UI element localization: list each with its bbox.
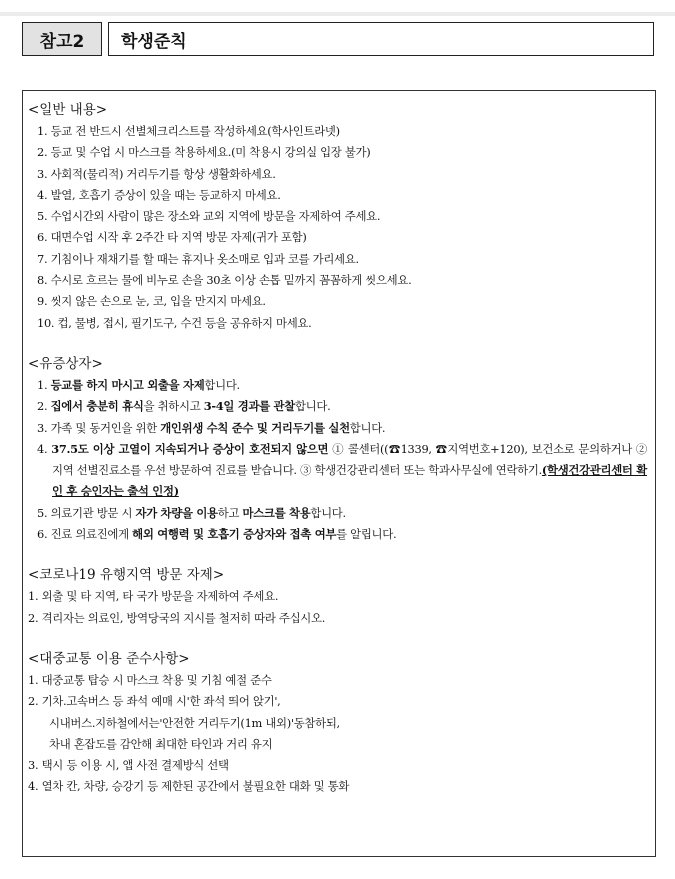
- list-item: 6. 진료 의료진에게 해외 여행력 및 호흡기 증상자와 접촉 여부를 알립니다.: [37, 527, 397, 542]
- list-item: 3. 사회적(물리적) 거리두기를 항상 생활화하세요.: [37, 166, 276, 181]
- list-item: 7. 기침이나 재채기를 할 때는 휴지나 옷소매로 입과 코를 가리세요.: [37, 251, 359, 266]
- list-item: 6. 대면수업 시작 후 2주간 타 지역 방문 자제(귀가 포함): [37, 230, 307, 245]
- list-item: 4. 37.5도 이상 고열이 지속되거나 증상이 호전되지 않으면 ① 콜센터((☎1339, ☎지역번호+120), 보건소로 문의하거나 ② 지역 선별진료소를 우선 방문하여 진료를 받습니다. ③ 학생건강관리센터 또는 학과사무실에 연락하기.(학생건강관리센터 확인 후 승인자는 출석 인정): [37, 441, 648, 499]
- list-item: 1. 대중교통 탑승 시 마스크 착용 및 기침 예절 준수: [28, 672, 272, 687]
- list-item: 8. 수시로 흐르는 물에 비누로 손을 30초 이상 손톱 밑까지 꼼꼼하게 씻으세요.: [37, 273, 412, 288]
- list-item: 차내 혼잡도를 감안해 최대한 타인과 거리 유지: [49, 736, 273, 751]
- section-title-general: <일반 내용>: [28, 102, 108, 118]
- list-item: 5. 의료기관 방문 시 자가 차량을 이용하고 마스크를 착용합니다.: [37, 505, 346, 520]
- reference-tag: 참고2: [22, 22, 102, 56]
- list-item: 1. 등교를 하지 마시고 외출을 자제합니다.: [37, 377, 240, 392]
- page-title: 학생준칙: [108, 22, 654, 56]
- list-item: 5. 수업시간외 사람이 많은 장소와 교외 지역에 방문을 자제하여 주세요.: [37, 209, 381, 224]
- list-item: 2. 격리자는 의료인, 방역당국의 지시를 철저히 따라 주십시오.: [28, 610, 326, 625]
- list-item: 3. 가족 및 동거인을 위한 개인위생 수칙 준수 및 거리두기를 실천합니다.: [37, 420, 386, 435]
- list-item: 시내버스.지하철에서는'안전한 거리두기(1m 내외)'동참하되,: [49, 715, 340, 730]
- rules-box: [22, 90, 656, 857]
- section-title-symptomatic: <유증상자>: [28, 355, 103, 372]
- list-item: 2. 집에서 충분히 휴식을 취하시고 3-4일 경과를 관찰합니다.: [37, 399, 331, 414]
- list-item: 4. 발열, 호흡기 증상이 있을 때는 등교하지 마세요.: [37, 187, 281, 202]
- list-item: 1. 외출 및 타 지역, 타 국가 방문을 자제하여 주세요.: [28, 589, 279, 604]
- section-title-transit: <대중교통 이용 준수사항>: [28, 650, 190, 667]
- list-item: 1. 등교 전 반드시 선별체크리스트를 작성하세요(학사인트라넷): [37, 124, 340, 138]
- list-item: 2. 등교 및 수업 시 마스크를 착용하세요.(미 착용시 강의실 입장 불가): [37, 145, 371, 160]
- list-item: 9. 씻지 않은 손으로 눈, 코, 입을 만지지 마세요.: [37, 294, 266, 309]
- section-title-covid-area: <코로나19 유행지역 방문 자제>: [28, 567, 225, 584]
- list-item: 2. 기차.고속버스 등 좌석 예매 시'한 좌석 띄어 앉기',: [28, 694, 281, 709]
- top-rule: [0, 12, 675, 16]
- list-item: 4. 열차 칸, 차량, 승강기 등 제한된 공간에서 불필요한 대화 및 통화: [28, 779, 350, 794]
- list-item: 3. 택시 등 이용 시, 앱 사전 결제방식 선택: [28, 758, 229, 773]
- list-item: 10. 컵, 물병, 접시, 필기도구, 수건 등을 공유하지 마세요.: [37, 315, 312, 330]
